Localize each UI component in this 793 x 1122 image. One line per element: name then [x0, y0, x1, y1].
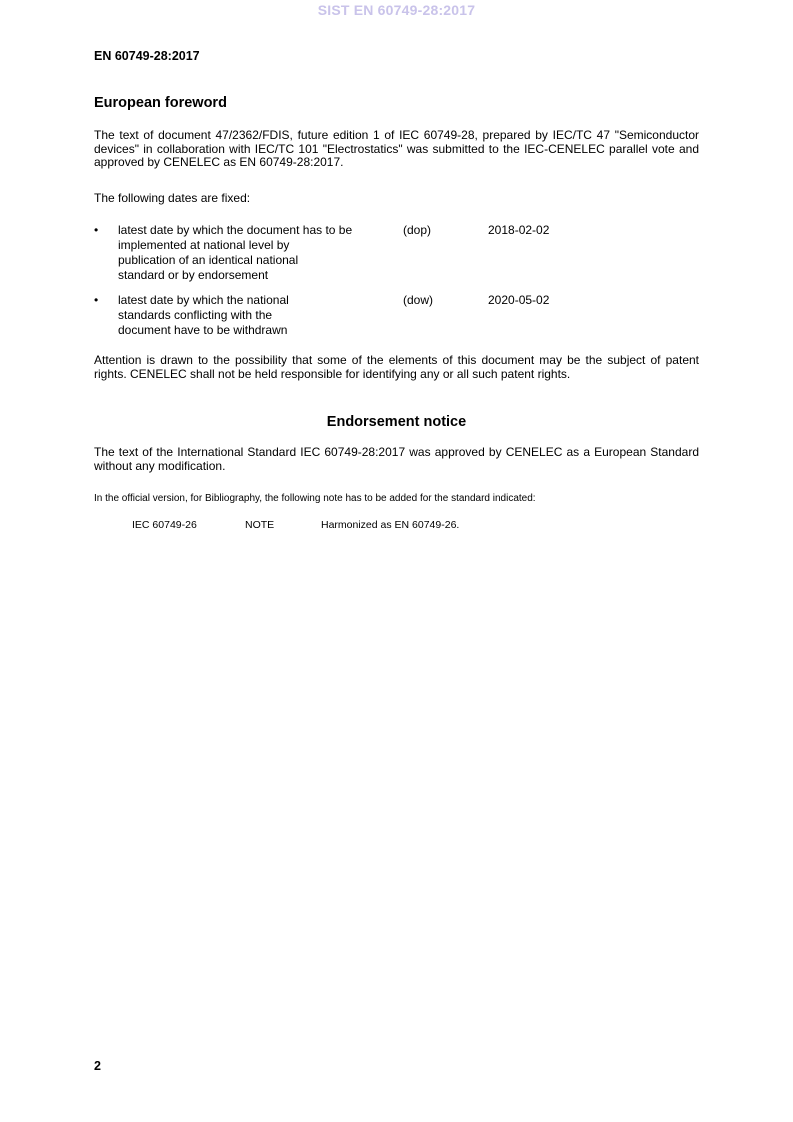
- date-item-date: 2020-05-02: [488, 293, 550, 307]
- bullet-icon: •: [94, 293, 99, 307]
- attention-paragraph: Attention is drawn to the possibility that some of the elements of this document may be the subject of patent rights. CENELEC shall not be held responsible for identifying any or all such patent rights.: [94, 353, 699, 381]
- date-item-code: (dow): [403, 293, 434, 307]
- dates-intro: The following dates are fixed:: [94, 191, 251, 205]
- document-id: EN 60749-28:2017: [94, 49, 200, 63]
- note-text: Harmonized as EN 60749-26.: [321, 519, 460, 531]
- bibliography-note: In the official version, for Bibliography, the following note has to be added for the standard indicated:: [94, 493, 536, 504]
- endorsement-heading: Endorsement notice: [326, 414, 467, 430]
- foreword-heading: European foreword: [94, 95, 227, 111]
- note-standard: IEC 60749-26: [132, 519, 197, 531]
- page-number: 2: [94, 1059, 101, 1073]
- date-item-code: (dop): [403, 223, 432, 237]
- note-label: NOTE: [245, 519, 275, 531]
- foreword-intro-paragraph: The text of document 47/2362/FDIS, future edition 1 of IEC 60749-28, prepared by IEC/TC 47 "Semiconductor devices" in collaboration with IEC/TC 101 "Electrostatics" was submitted to the IEC-CENELEC parallel vote and approved by CENELEC as EN 60749-28:2017.: [94, 128, 699, 169]
- date-item-date: 2018-02-02: [488, 223, 550, 237]
- endorsement-paragraph: The text of the International Standard IEC 60749-28:2017 was approved by CENELEC as a European Standard without any modification.: [94, 445, 699, 473]
- watermark: SIST EN 60749-28:2017: [317, 2, 476, 18]
- bullet-icon: •: [94, 223, 99, 237]
- date-item-description: latest date by which the document has to be implemented at national level by publication of an identical national standard or by endorsement: [118, 223, 353, 282]
- date-item-description: latest date by which the national standards conflicting with the document have to be withdrawn: [118, 293, 289, 337]
